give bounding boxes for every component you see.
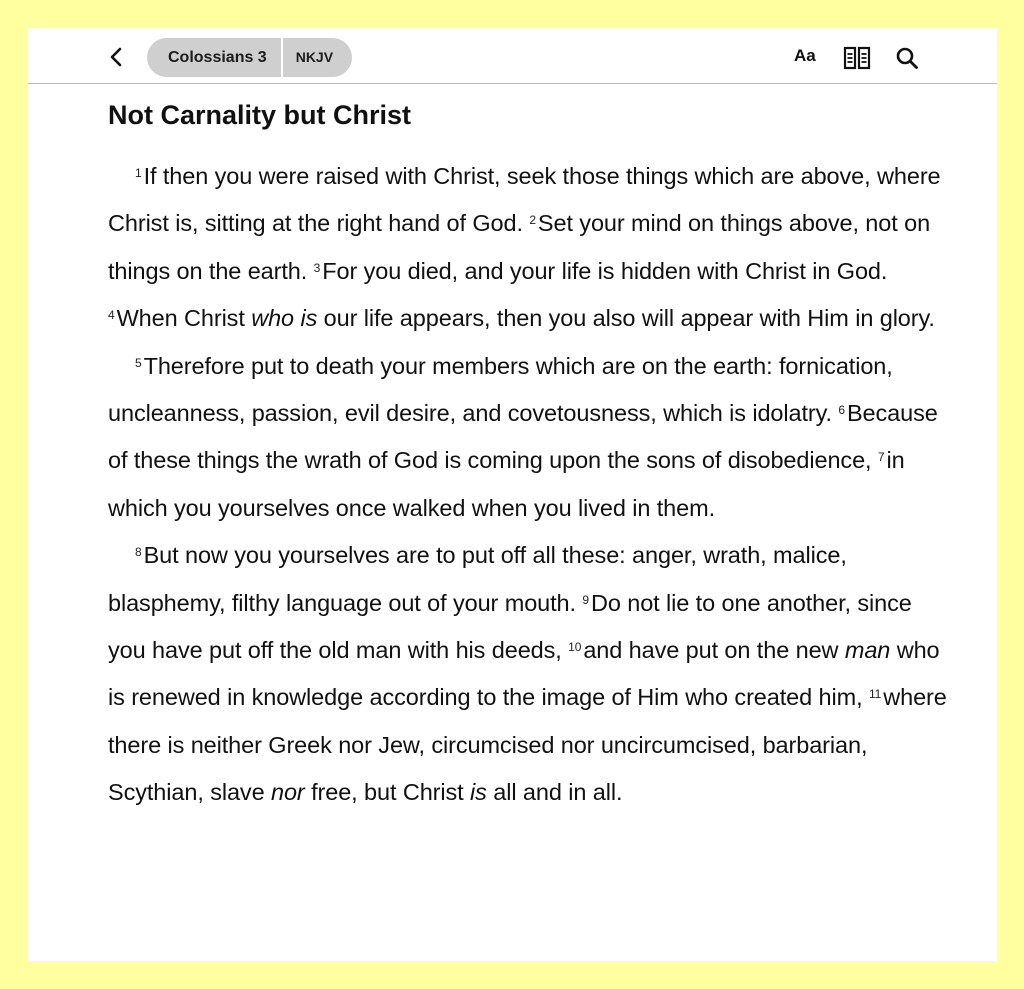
verse-text: in which you yourselves once walked when you lived in them.	[108, 447, 905, 521]
verse-text: When Christ	[116, 305, 252, 332]
verse-text: our life appears, then you also will appear with Him in glory.	[317, 305, 935, 332]
verse-number[interactable]: 9	[582, 592, 589, 607]
reference-pill	[147, 38, 352, 77]
parallel-books-icon[interactable]	[843, 46, 871, 70]
verse-number[interactable]: 7	[877, 450, 885, 465]
italic-text: is	[470, 779, 487, 806]
top-toolbar	[28, 28, 997, 84]
verse-text: who is renewed in knowledge according to the image of Him who created him,	[108, 637, 940, 711]
verse-number[interactable]: 2	[529, 213, 536, 228]
magnifier-icon[interactable]	[895, 46, 919, 70]
section-heading: Not Carnality but Christ	[108, 100, 412, 130]
verse-number[interactable]: 1	[135, 166, 142, 180]
verse-number[interactable]: 5	[135, 355, 142, 370]
verse-text: For you died, and your life is hidden with Christ in God.	[322, 257, 888, 284]
italic-text: nor	[270, 779, 305, 806]
paragraph	[108, 153, 948, 343]
paragraph	[108, 532, 948, 816]
verse-number[interactable]: 10	[568, 640, 582, 655]
passage-content	[108, 98, 948, 817]
verse-text: But now you yourselves are to put off all these: anger, wrath, malice, blasphemy, filthy language out of your mouth.	[108, 542, 847, 616]
verse-number[interactable]: 6	[838, 403, 845, 418]
italic-text: who is	[251, 305, 318, 332]
verse-text: where there is neither Greek nor Jew, circumcised nor uncircumcised, barbarian, Scythian, slave	[108, 684, 947, 806]
verse-number[interactable]: 3	[313, 260, 321, 275]
verse-number[interactable]: 4	[108, 308, 115, 323]
verse-text: and have put on the new	[583, 637, 845, 664]
paragraph	[108, 343, 948, 533]
verse-number[interactable]: 11	[868, 687, 882, 702]
verse-text: Because of these things the wrath of God is coming upon the sons of disobedience,	[108, 400, 938, 474]
verse-text: Set your mind on things above, not on things on the earth.	[108, 210, 931, 284]
verse-text: all and in all.	[486, 779, 623, 806]
version-button[interactable]: NKJV	[295, 49, 334, 65]
verse-text: free, but Christ	[304, 779, 471, 806]
verse-number[interactable]: 8	[135, 545, 142, 560]
reader-window	[28, 28, 997, 961]
chevron-left-icon[interactable]	[104, 44, 130, 70]
book-chapter-button[interactable]: Colossians 3	[147, 38, 283, 77]
passage-text	[108, 153, 948, 817]
verse-text: Therefore put to death your members which are on the earth: fornication, uncleanness, passion, evil desire, and covetousness, which is idolatry.	[108, 352, 893, 427]
verse-text: Do not lie to one another, since you have put off the old man with his deeds,	[108, 589, 912, 664]
text-size-button[interactable]: Aa	[794, 46, 816, 65]
verse-text: If then you were raised with Christ, seek those things which are above, where Christ is, sitting at the right hand of God.	[108, 163, 941, 237]
italic-text: man	[844, 637, 891, 664]
